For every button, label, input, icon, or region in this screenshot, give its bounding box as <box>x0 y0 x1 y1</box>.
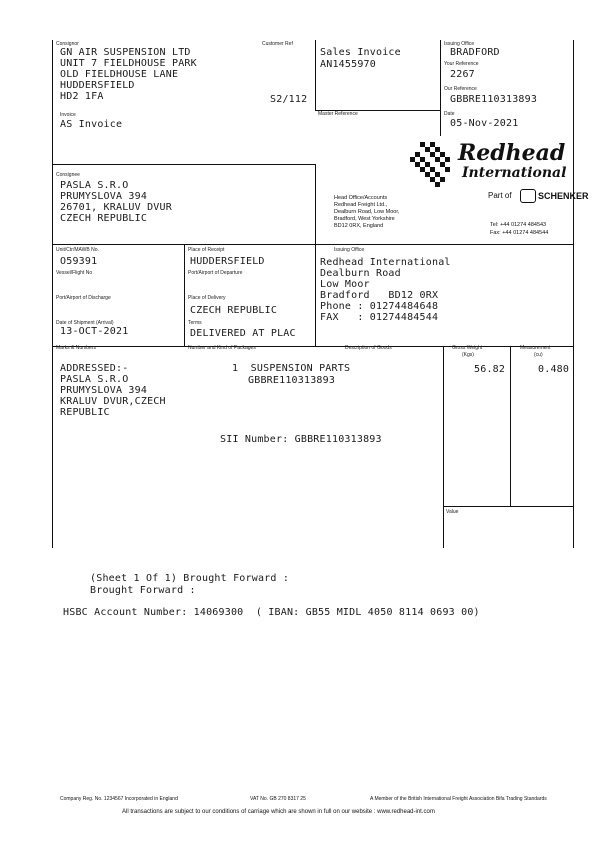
your-ref-label: Your Reference <box>444 61 479 67</box>
divider-v-office <box>315 244 316 346</box>
port-departure-label: Port/Airport of Departure <box>188 270 243 276</box>
footer-terms: All transactions are subject to our conditions of carriage which are shown in full on our website : www.redhead-int.com <box>122 809 435 815</box>
unit-value: O59391 <box>60 256 98 267</box>
office-line: Redhead International <box>320 257 451 268</box>
footer-vat: VAT No. GB 270 8317 25 <box>250 796 306 802</box>
customer-ref-label: Customer Ref <box>262 41 293 47</box>
divider-v-measure <box>510 346 511 506</box>
gross-weight-label: Gross Weight <box>452 345 483 351</box>
terms-value: DELIVERED AT PLAC <box>190 328 296 339</box>
gross-weight-unit: (Kgs) <box>462 352 474 358</box>
head-office-line: Bradford, West Yorkshire <box>334 216 395 222</box>
tel-number: Tel: +44 01274 484543 <box>490 222 547 228</box>
place-delivery-value: CZECH REPUBLIC <box>190 305 278 316</box>
vessel-label: Vessel/Flight No <box>56 270 93 276</box>
office-line: Dealburn Road <box>320 268 401 279</box>
measurement-value: 0.480 <box>538 364 570 375</box>
date-value: 05-Nov-2021 <box>450 118 519 129</box>
gross-weight-value: 56.82 <box>474 364 506 375</box>
head-office-line: BD12 0RX, England <box>334 223 384 229</box>
description-label: Description of Goods <box>345 345 392 351</box>
your-ref-value: 2267 <box>450 69 475 80</box>
head-office-line: Dealburn Road, Low Moor, <box>334 209 400 215</box>
issuing-office2-label: Issuing Office <box>334 247 365 253</box>
office-line: Low Moor <box>320 279 370 290</box>
marks-line: REPUBLIC <box>60 407 110 418</box>
left-border <box>52 40 53 548</box>
terms-label: Terms <box>188 320 202 326</box>
part-of-label: Part of <box>488 191 512 200</box>
sheet-line: (Sheet 1 Of 1) Brought Forward : <box>90 573 290 584</box>
divider-v1 <box>315 40 316 110</box>
consignor-address <box>60 47 197 102</box>
head-office-line: Redhead Freight Ltd., <box>334 202 388 208</box>
marks-line: KRALUV DVUR,CZECH <box>60 396 166 407</box>
invoice-type-label: Invoice <box>60 112 76 118</box>
document-type: Sales Invoice <box>320 47 401 58</box>
consignee-line: PRUMYSLOVA 394 <box>60 191 148 202</box>
office-line: Bradford BD12 0RX <box>320 290 439 301</box>
brought-forward: Brought Forward : <box>90 585 196 596</box>
right-border <box>573 40 574 548</box>
divider-v-consignee <box>315 164 316 244</box>
master-ref-label: Master Reference <box>318 111 358 117</box>
issuing-office-value: BRADFORD <box>450 47 500 58</box>
office-line: FAX : 01274484544 <box>320 312 439 323</box>
value-label: Value <box>446 509 459 515</box>
place-receipt-value: HUDDERSFIELD <box>190 256 265 267</box>
consignor-line: UNIT 7 FIELDHOUSE PARK <box>60 58 197 69</box>
invoice-number: AN1455970 <box>320 59 376 70</box>
consignor-line: OLD FIELDHOUSE LANE <box>60 69 179 80</box>
marks-line: PRUMYSLOVA 394 <box>60 385 148 396</box>
fax-number: Fax: +44 01274 484544 <box>490 230 549 236</box>
shipment-number: SII Number: GBBRE110313893 <box>220 434 382 445</box>
account-line: HSBC Account Number: 14069300 ( IBAN: GB55 MIDL 4050 8114 0693 00) <box>63 607 480 618</box>
issuing-office-label: Issuing Office <box>444 41 475 47</box>
our-ref-label: Our Reference <box>444 86 477 92</box>
footer-member: A Member of the British International Freight Association Bifa Trading Standards <box>370 796 547 802</box>
redhead-flag-logo <box>408 140 452 190</box>
place-delivery-label: Place of Delivery <box>188 295 226 301</box>
unit-label: Unit/Ctr/MAWB No. <box>56 247 99 253</box>
consignee-line: 26701, KRALUV DVUR <box>60 202 172 213</box>
goods-description: 1 SUSPENSION PARTS <box>232 363 351 374</box>
logo-name: Redhead <box>458 140 566 166</box>
head-office-line: Head Office/Accounts <box>334 195 388 201</box>
invoice-type: AS Invoice <box>60 119 123 130</box>
date-shipment-value: 13-OCT-2021 <box>60 326 129 337</box>
schenker-logo-icon <box>520 189 536 203</box>
goods-reference: GBBRE110313893 <box>248 375 336 386</box>
divider-h-value <box>443 506 573 507</box>
divider-h-goods <box>52 346 573 347</box>
packages-label: Number and Kind of Packages <box>188 345 256 351</box>
schenker-name: SCHENKER <box>538 191 589 201</box>
consignor-code: S2/112 <box>270 94 308 105</box>
consignor-label: Consignor <box>56 41 79 47</box>
divider-v2 <box>440 40 441 136</box>
office-line: Phone : 01274484648 <box>320 301 439 312</box>
our-ref-value: GBBRE110313893 <box>450 94 538 105</box>
marks-line: PASLA S.R.O <box>60 374 129 385</box>
footer-company: Company Reg. No. 1234567 Incorporated in England <box>60 796 178 802</box>
measurement-label: Measurement <box>520 345 551 351</box>
divider-v-weight <box>443 346 444 548</box>
marks-numbers <box>60 363 166 418</box>
issuing-office-address <box>320 257 451 323</box>
date-label: Date <box>444 111 455 117</box>
date-shipment-label: Date of Shipment (Arrival) <box>56 320 114 326</box>
consignee-address <box>60 180 172 224</box>
divider-h-consignee <box>52 164 315 165</box>
measurement-unit: (cu) <box>534 352 543 358</box>
place-receipt-label: Place of Receipt <box>188 247 225 253</box>
consignee-line: CZECH REPUBLIC <box>60 213 148 224</box>
consignee-line: PASLA S.R.O <box>60 180 129 191</box>
marks-label: Marks & Numbers <box>56 345 97 351</box>
divider-v-routing <box>184 244 185 346</box>
consignor-line: HD2 1FA <box>60 91 104 102</box>
port-discharge-label: Port/Airport of Discharge <box>56 295 111 301</box>
head-office-address <box>334 195 399 230</box>
logo-sub: International <box>462 165 567 181</box>
consignor-line: HUDDERSFIELD <box>60 80 135 91</box>
consignor-line: GN AIR SUSPENSION LTD <box>60 47 191 58</box>
consignee-label: Consignee <box>56 172 80 178</box>
marks-line: ADDRESSED:- <box>60 363 129 374</box>
divider-h-routing <box>52 244 573 245</box>
